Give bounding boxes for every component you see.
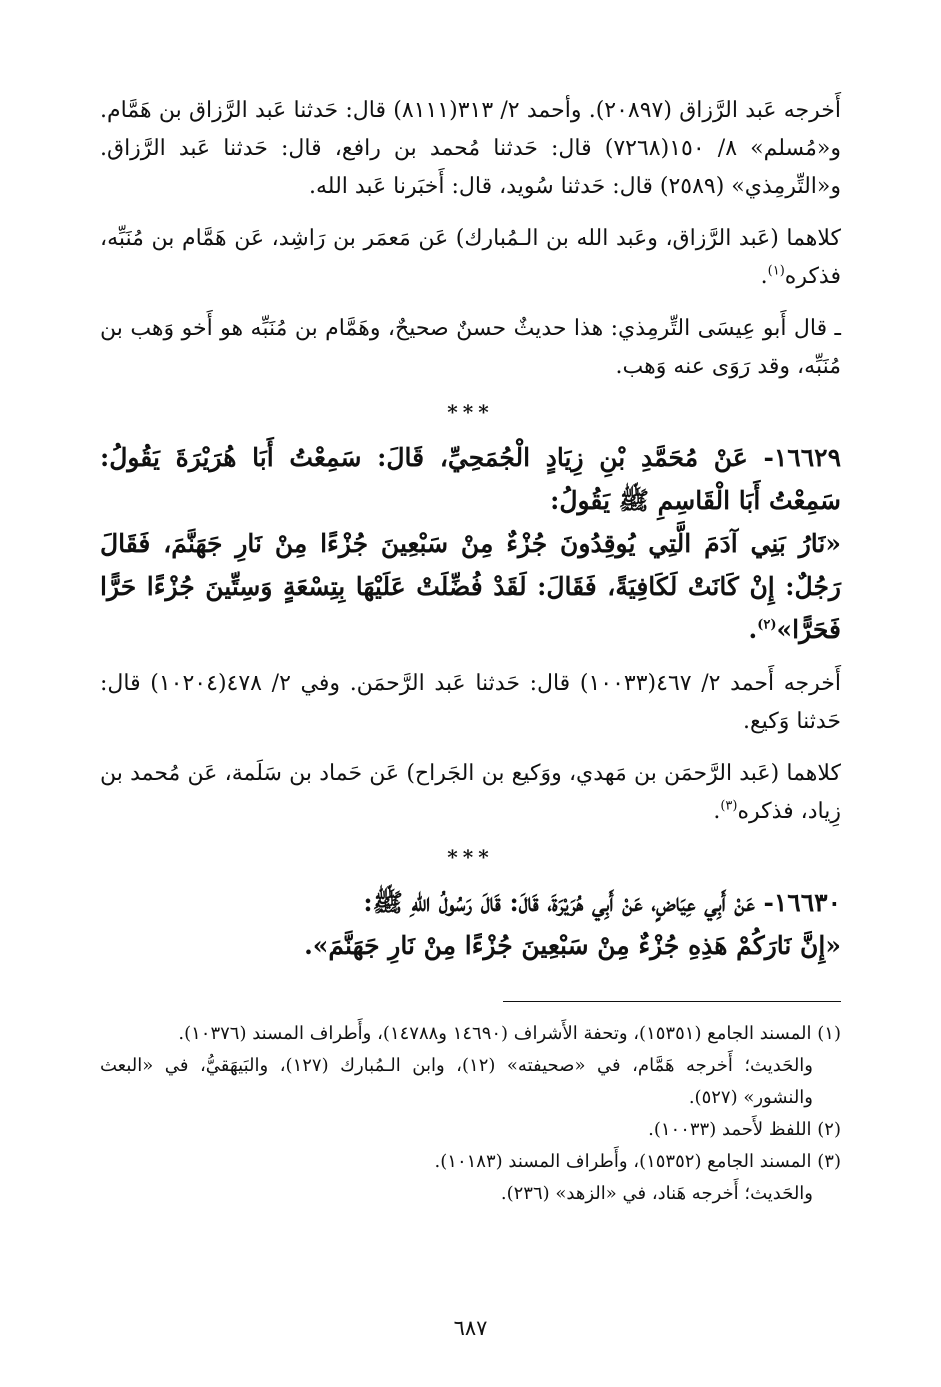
hadith-16630-text: «إِنَّ نَارَكُمْ هَذِهِ جُزْءٌ مِنْ سَبْعِينَ جُزْءًا مِنْ نَارِ جَهَنَّمَ». — [304, 931, 841, 960]
footnote-1-continuation: والحَديث؛ أَخرجه هَمَّام، في «صحيفته» (١٢)، وابن الـمُبارك (١٢٧)، والبَيهَقيُّ، في «البعث والنشور» (٥٢٧). — [100, 1055, 813, 1108]
hadith-16629-text: «نَارُ بَنِي آدَمَ الَّتِي يُوقِدُونَ جُزْءٌ مِنْ سَبْعِينَ جُزْءًا مِنْ نَارِ جَهَنَّمَ، فَقَالَ رَجُلٌ: إِنْ كَانَتْ لَكَافِيَةً، فَقَالَ: لَقَدْ فُضِّلَتْ عَلَيْهَا بِتِسْعَةٍ وَسِتِّينَ جُزْءًا حَرًّا فَحَرًّا»$^{(٢)}$. — [100, 529, 841, 644]
isnad-text: كلاهما (عَبد الرَّزاق، وعَبد الله بن الـمُبارك) عَن مَعمَر بن رَاشِد، عَن هَمَّام بن مُنَبِّه، فذكره — [100, 226, 841, 289]
footnote-3: (٣) المسند الجامع (١٥٣٥٢)، وأَطراف المسند (١٠١٨٣). — [434, 1151, 841, 1172]
takhrij-paragraph-2: أَخرجه أَحمد ٢/ ٤٦٧(١٠٠٣٣) قال: حَدثنا عَبد الرَّحمَن. وفي ٢/ ٤٧٨(١٠٢٠٤) قال: حَدثنا وَكيع. — [100, 671, 842, 734]
isnad-paragraph-2: كلاهما (عَبد الرَّحمَن بن مَهدي، ووَكيع بن الجَراح) عَن حَماد بن سَلَمة، عَن مُحمد بن زِياد، فذكره$^{(٣)}$. — [100, 761, 841, 824]
hadith-16629-matn: «نَارُ بَنِي آدَمَ الَّتِي يُوقِدُونَ جُزْءٌ مِنْ سَبْعِينَ جُزْءًا مِنْ نَارِ جَهَنَّمَ، فَقَالَ رَجُلٌ: إِنْ كَانَتْ لَكَافِيَةً، فَقَالَ: لَقَدْ فُضِّلَتْ عَلَيْهَا بِتِسْعَةٍ وَسِتِّينَ جُزْءًا حَرًّا فَحَرًّا» — [100, 529, 841, 644]
footnote-ref-2: (٢) — [757, 617, 777, 633]
takhrij-paragraph: أَخرجه عَبد الرَّزاق (٢٠٨٩٧). وأحمد ٢/ ٣١٣(٨١١١) قال: حَدثنا عَبد الرَّزاق بن هَمَّام. و«مُسلم» ٨/ ١٥٠(٧٢٦٨) قال: حَدثنا مُحمد بن رافع، قال: حَدثنا عَبد الرَّزاق. و«التِّرمِذي» (٢٥٨٩) قال: حَدثنا سُويد، قال: أَخبَرنا عَبد الله. — [100, 98, 842, 199]
hadith-16630-heading: ١٦٦٣٠- عَنْ أَبِي عِيَاضٍ، عَنْ أَبِي هُرَيْرَةَ، قَالَ: قَالَ رَسُولُ اللهِ ﷺ: — [363, 888, 841, 917]
footnote-2: (٢) اللفظ لأَحمد (١٠٠٣٣). — [648, 1119, 841, 1140]
footnote-ref-1: (١) — [767, 263, 785, 279]
footnote-1: (١) المسند الجامع (١٥٣٥١)، وتحفة الأَشراف (١٤٦٩٠ و١٤٧٨٨)، وأَطراف المسند (١٠٣٧٦). — [178, 1023, 841, 1044]
footnote-3-continuation: والحَديث؛ أَخرجه هَناد، في «الزهد» (٢٣٦). — [500, 1183, 813, 1204]
section-separator: *** — [447, 400, 494, 424]
hadith-16629-heading: ١٦٦٢٩- عَنْ مُحَمَّدِ بْنِ زِيَادٍ الْجُمَحِيِّ، قَالَ: سَمِعْتُ أَبَا هُرَيْرَةَ يَقُولُ: سَمِعْتُ أَبَا الْقَاسِمِ ﷺ يَقُولُ: — [100, 443, 841, 515]
footnote-ref-3: (٣) — [720, 798, 738, 814]
footnote-divider — [503, 1001, 841, 1002]
isnad-text-2: كلاهما (عَبد الرَّحمَن بن مَهدي، ووَكيع بن الجَراح) عَن حَماد بن سَلَمة، عَن مُحمد بن زِياد، فذكره — [100, 761, 841, 824]
tirmidhi-comment: ـ قال أَبو عِيسَى التِّرمِذي: هذا حديثٌ حسنٌ صحيحٌ، وهَمَّام بن مُنَبِّه هو أَخو وَهب بن مُنَبِّه، وقد رَوَى عنه وَهب. — [100, 316, 841, 379]
page-number: ٦٨٧ — [453, 1316, 488, 1340]
section-separator: *** — [447, 845, 494, 869]
isnad-paragraph: كلاهما (عَبد الرَّزاق، وعَبد الله بن الـمُبارك) عَن مَعمَر بن رَاشِد، عَن هَمَّام بن مُنَبِّه، فذكره$^{(١)}$. — [100, 226, 841, 289]
